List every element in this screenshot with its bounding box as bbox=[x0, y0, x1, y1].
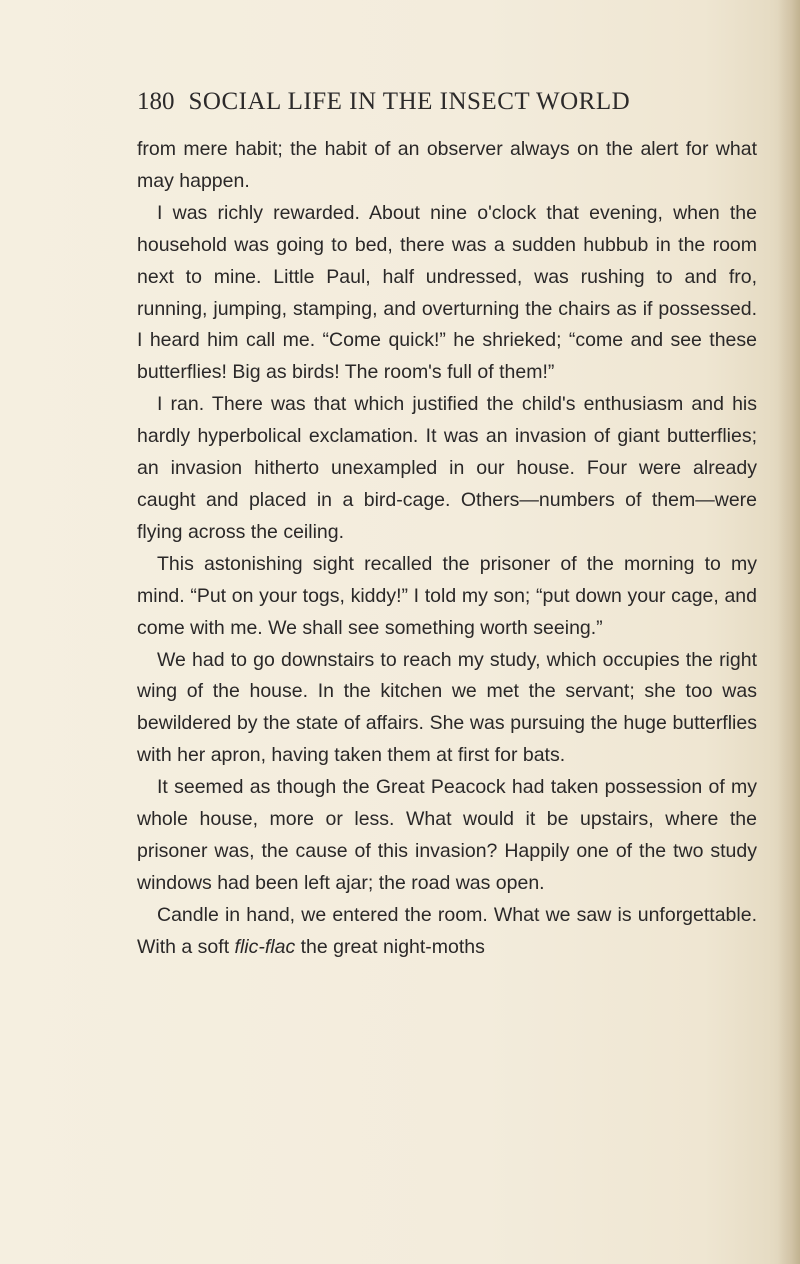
page-number: 180 bbox=[137, 88, 175, 115]
paragraph: I ran. There was that which justified the child's enthusiasm and his hardly hyperbolical exclamation. It was an invasion of giant butterflies; an invasion hitherto unexampled in our house. Four were already caught and placed in a bird-cage. Others—numbers of them—were flying across the ceiling. bbox=[137, 393, 757, 543]
paragraph: We had to go downstairs to reach my study, which occupies the right wing of the house. In the kitchen we met the servant; she too was bewildered by the state of affairs. She was pursuing the huge butterflies with her apron, having taken them at first for bats. bbox=[137, 648, 757, 767]
italic-word: flic-flac bbox=[234, 935, 296, 958]
paragraph-text: Candle in hand, we entered the room. What we saw is unforgettable. With a soft bbox=[137, 903, 757, 958]
paragraph: I was richly rewarded. About nine o'clock that evening, when the household was going to bed, there was a sudden hubbub in the room next to mine. Little Paul, half undressed, was rushing to and fro, running, jumping, stamping, and overturning the chairs as if possessed. I heard him call me. “Come quick!” he shrieked; “come and see these butterflies! Big as birds! The room's full of them!” bbox=[137, 201, 757, 384]
paragraph: It seemed as though the Great Peacock had taken possession of my whole house, more or less. What would it be upstairs, where the prisoner was, the cause of this invasion? Happily one of the two study windows had been left ajar; the road was open. bbox=[137, 776, 757, 894]
page-header bbox=[137, 88, 737, 116]
paragraph: This astonishing sight recalled the prisoner of the morning to my mind. “Put on your togs, kiddy!” I told my son; “put down your cage, and come with me. We shall see something worth seeing.” bbox=[137, 552, 757, 639]
running-title: SOCIAL LIFE IN THE INSECT WORLD bbox=[188, 88, 631, 115]
body-text bbox=[137, 134, 757, 964]
paragraph bbox=[137, 900, 757, 964]
paragraph-text: the great night-moths bbox=[295, 935, 485, 958]
page-edge-shadow bbox=[778, 0, 800, 1264]
paragraph: from mere habit; the habit of an observer always on the alert for what may happen. bbox=[137, 138, 757, 192]
